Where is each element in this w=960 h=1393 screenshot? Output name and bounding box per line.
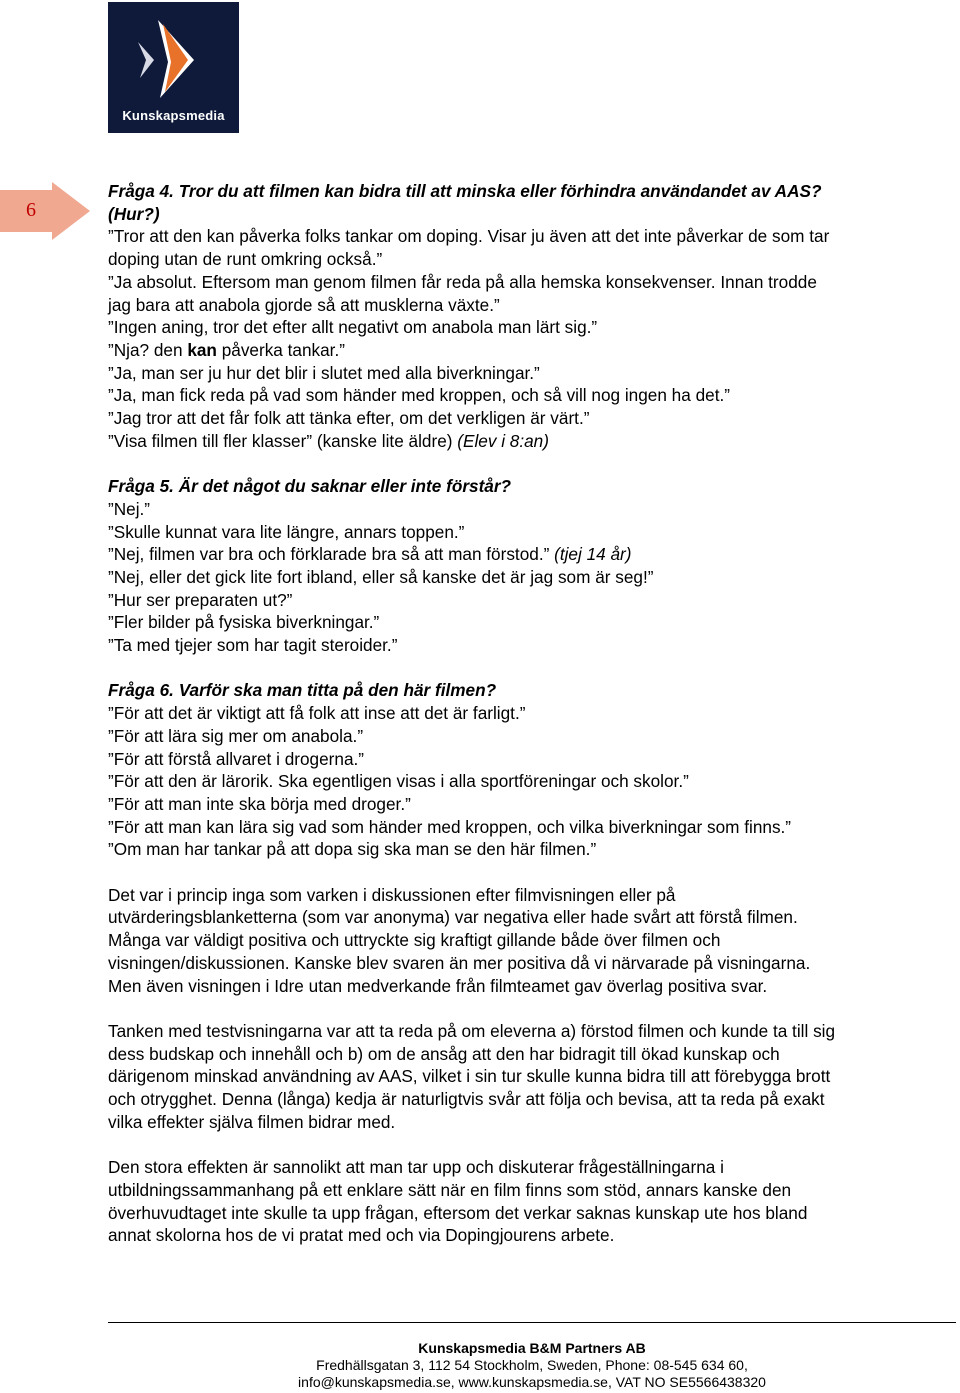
respondent-note: (Elev i 8:an) <box>457 430 549 451</box>
answer-line: ”Hur ser preparaten ut?” <box>108 589 293 610</box>
answer-line: ”Ja, man ser ju hur det blir i slutet med alla biverkningar.” <box>108 362 540 383</box>
paragraph-line: och otrygghet. Denna (långa) kedja är naturligtvis svår att följa och bevisa, att ta reda på exakt <box>108 1089 825 1110</box>
paragraph-line: vilka effekter själva filmen bidrar med. <box>108 1111 396 1132</box>
footer-divider <box>108 1322 956 1323</box>
answer-line: doping utan de runt omkring också.” <box>108 249 383 270</box>
spacer <box>108 657 953 680</box>
answer-line: ”Jag tror att det får folk att tänka efter, om det verkligen är värt.” <box>108 408 590 429</box>
answer-line: ”För att den är lärorik. Ska egentligen visas i alla sportföreningar och skolor.” <box>108 771 689 792</box>
paragraph-line: dess budskap och innehåll och b) om de ansåg att den har bidragit till ökad kunskap och <box>108 1043 780 1064</box>
paragraph-line: visningen/diskussionen. Kanske blev svaren än mer positiva då vi närvarade på visningarna. <box>108 952 811 973</box>
respondent-note: (tjej 14 år) <box>554 544 632 565</box>
spacer <box>108 1133 953 1156</box>
paragraph-line: Den stora effekten är sannolikt att man tar upp och diskuterar frågeställningarna i <box>108 1157 724 1178</box>
question-heading: Fråga 4. Tror du att filmen kan bidra till att minska eller förhindra användandet av AAS? <box>108 181 822 201</box>
page-number: 6 <box>26 199 36 221</box>
answer-line: ”Ja absolut. Eftersom man genom filmen får reda på alla hemska konsekvenser. Innan trodde <box>108 271 817 292</box>
question-heading: Fråga 6. Varför ska man titta på den här filmen? <box>108 680 497 701</box>
spacer <box>108 452 953 475</box>
paragraph-line: utvärderingsblanketterna (som var anonyma) var negativa eller hade svårt att förstå filmen. <box>108 907 798 928</box>
answer-line: ”Ingen aning, tror det efter allt negativt om anabola man lärt sig.” <box>108 317 598 338</box>
page-number-arrow-icon <box>0 182 92 240</box>
footer-address: Fredhällsgatan 3, 112 54 Stockholm, Sweden, Phone: 08-545 634 60, <box>316 1357 748 1373</box>
answer-line: ”Ja, man fick reda på vad som händer med kroppen, och så vill nog ingen ha det.” <box>108 385 730 406</box>
answer-line: ”För att det är viktigt att få folk att inse att det är farligt.” <box>108 703 526 724</box>
answer-line: ”Nej, filmen var bra och förklarade bra så att man förstod.” (tjej 14 år) <box>108 544 632 565</box>
answer-line: ”Fler bilder på fysiska biverkningar.” <box>108 612 380 633</box>
answer-line: ”För att man inte ska börja med droger.” <box>108 793 411 814</box>
document-body <box>108 180 953 1247</box>
answer-line: ”Ta med tjejer som har tagit steroider.” <box>108 635 398 656</box>
answer-line: ”Nja? den kan påverka tankar.” <box>108 339 345 360</box>
answer-line: ”För att lära sig mer om anabola.” <box>108 725 364 746</box>
footer-company: Kunskapsmedia B&M Partners AB <box>418 1340 646 1356</box>
question-heading: (Hur?) <box>108 203 160 224</box>
answer-line: ”Skulle kunnat vara lite längre, annars toppen.” <box>108 521 465 542</box>
paragraph-line: Tanken med testvisningarna var att ta reda på om eleverna a) förstod filmen och kunde ta till sig <box>108 1020 836 1041</box>
paragraph-line: annat skolorna hos de vi pratat med och via Dopingjourens arbete. <box>108 1225 615 1246</box>
question-heading: Fråga 5. Är det något du saknar eller inte förstår? <box>108 476 512 497</box>
answer-line: ”Tror att den kan påverka folks tankar om doping. Visar ju även att det inte påverkar de som tar <box>108 226 830 247</box>
emphasis-text: kan <box>187 339 217 360</box>
answer-line: jag bara att anabola gjorde så att musklerna växte.” <box>108 294 500 315</box>
paragraph-line: därigenom minskad användning av AAS, vilket i sin tur skulle kunna bidra till att förebygga brott <box>108 1066 831 1087</box>
footer-contact: info@kunskapsmedia.se, www.kunskapsmedia.se, VAT NO SE5566438320 <box>298 1374 766 1390</box>
answer-line: ”För att man kan lära sig vad som händer med kroppen, och vilka biverkningar som finns.” <box>108 816 792 837</box>
spacer <box>108 997 953 1020</box>
answer-line: ”Nej, eller det gick lite fort ibland, eller så kanske det är jag som är seg!” <box>108 566 654 587</box>
footer <box>108 1340 956 1391</box>
answer-line: ”Om man har tankar på att dopa sig ska man se den här filmen.” <box>108 839 597 860</box>
logo-brand-text: Kunskapsmedia <box>122 108 225 123</box>
answer-line: ”Visa filmen till fler klasser” (kanske lite äldre) (Elev i 8:an) <box>108 430 549 451</box>
company-logo <box>108 2 239 133</box>
paragraph-line: Det var i princip inga som varken i diskussionen efter filmvisningen eller på <box>108 884 676 905</box>
paragraph-line: överhuvudtaget inte skulle ta upp frågan, eftersom det verkar saknas kunskap ute hos bland <box>108 1202 808 1223</box>
body-paragraph <box>108 1156 953 1247</box>
answer-line: ”För att förstå allvaret i drogerna.” <box>108 748 364 769</box>
answer-line: ”Nej.” <box>108 498 151 519</box>
paragraph-line: Men även visningen i Idre utan medverkande från filmteamet gav överlag positiva svar. <box>108 975 768 996</box>
body-paragraph <box>108 1020 953 1134</box>
spacer <box>108 861 953 884</box>
paragraph-line: Många var väldigt positiva och uttryckte sig kraftigt gillande både över filmen och <box>108 930 721 951</box>
body-paragraph <box>108 884 953 998</box>
paragraph-line: utbildningssammanhang på ett enklare sätt när en film finns som stöd, annars kanske den <box>108 1179 792 1200</box>
